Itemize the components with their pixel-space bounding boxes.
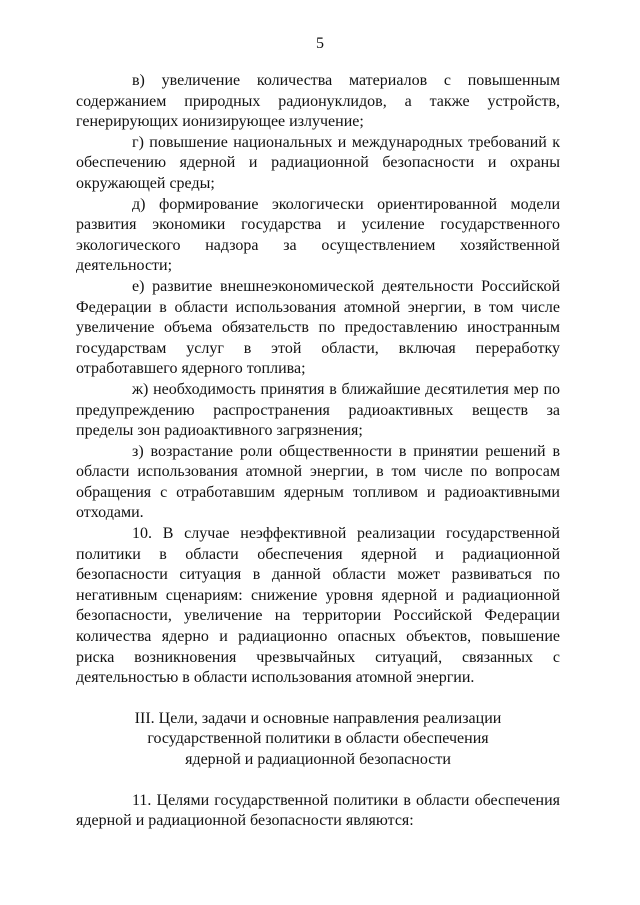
section-heading — [76, 709, 560, 771]
paragraph-11: 11. Целями государственной политики в области обеспечения ядерной и радиационной безопасности являются: — [76, 791, 560, 830]
paragraph-item-z: з) возрастание роли общественности в принятии решений в области использования атомной энергии, в том числе по вопросам обращения с отработавшим ядерным топливом и радиоактивными отходами. — [76, 442, 560, 522]
paragraph-item-g: г) повышение национальных и международных требований к обеспечению ядерной и радиационной безопасности и охраны окружающей среды; — [76, 133, 560, 192]
section-heading-line-2: государственной политики в области обеспечения — [147, 730, 489, 748]
paragraph-item-zh: ж) необходимость принятия в ближайшие десятилетия мер по предупреждению распространения радиоактивных веществ за пределы зон радиоактивного загрязнения; — [76, 380, 560, 440]
document-body — [76, 71, 560, 832]
paragraph-item-v: в) увеличение количества материалов с повышенным содержанием природных радионуклидов, а также устройств, генерирующих ионизирующее излучение; — [76, 72, 560, 131]
page-number: 5 — [316, 35, 324, 52]
paragraph-10: 10. В случае неэффективной реализации государственной политики в области обеспечения ядерной и радиационной безопасности ситуация в данной области может развиваться по негативным сценариям: снижение уровня ядерной и радиационной безопасности, увеличение на территории Российской Федерации количества ядерно и радиационно опасных объектов, повышение риска возникновения чрезвычайных ситуаций, связанных с деятельностью в области использования атомной энергии. — [76, 525, 560, 687]
section-heading-line-1: III. Цели, задачи и основные направления реализации — [134, 709, 502, 727]
paragraph-item-e: е) развитие внешнеэкономической деятельности Российской Федерации в области использования атомной энергии, в том числе увеличение объема обязательств по предоставлению иностранным государствам услуг в этой области, включая переработку отработавшего ядерного топлива; — [76, 277, 560, 378]
paragraph-item-d: д) формирование экологически ориентированной модели развития экономики государства и усиление государственного экологического надзора за осуществлением хозяйственной деятельности; — [76, 195, 560, 275]
section-heading-line-3: ядерной и радиационной безопасности — [185, 751, 451, 768]
